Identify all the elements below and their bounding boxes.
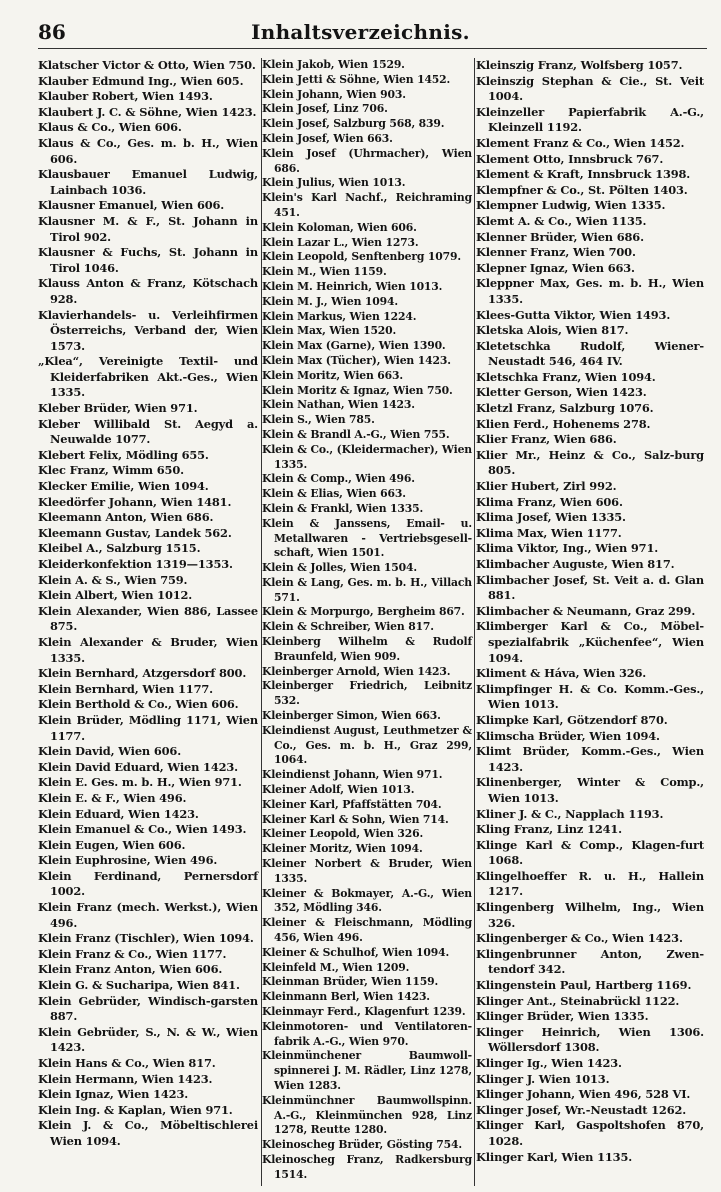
index-entry: Kleinmann Berl, Wien 1423. xyxy=(262,990,430,1004)
index-entry: Kleinberger Simon, Wien 663. xyxy=(262,709,441,723)
index-entry: Klein & Morpurgo, Bergheim 867. xyxy=(262,605,465,619)
index-entry: Kletschka Franz, Wien 1094. xyxy=(476,369,656,384)
index-entry: Klimpke Karl, Götzendorf 870. xyxy=(476,712,668,727)
index-entry: Klein's Karl Nachf., Reichraming 451. xyxy=(262,191,472,219)
index-entry: Klein & Elias, Wien 663. xyxy=(262,487,406,501)
index-entry: Klausner Emanuel, Wien 606. xyxy=(38,198,225,213)
index-entry: Klebert Felix, Mödling 655. xyxy=(38,447,209,462)
index-entry: Kleinmayr Ferd., Klagenfurt 1239. xyxy=(262,1005,466,1018)
index-entry: Klinger Ig., Wien 1423. xyxy=(476,1056,622,1070)
index-entry: Klein Franz & Co., Wien 1177. xyxy=(38,946,227,961)
index-entry: Klein S., Wien 785. xyxy=(262,413,375,427)
index-entry: Kletter Gerson, Wien 1423. xyxy=(476,385,647,400)
index-entry: Klec Franz, Wimm 650. xyxy=(38,463,184,478)
index-entry: Klein M. J., Wien 1094. xyxy=(262,294,398,308)
index-entry: Kleiner Moritz, Wien 1094. xyxy=(262,842,423,856)
index-column-2 xyxy=(262,58,472,1186)
index-entry: Klein & Comp., Wien 496. xyxy=(262,472,415,486)
index-entry: Klinenberger, Winter & Comp., Wien 1013. xyxy=(476,775,704,805)
index-entry: „Klea“, Vereinigte Textil- und Kleiderfabriken Akt.-Ges., Wien 1335. xyxy=(38,354,258,400)
index-entry: Klauber Robert, Wien 1493. xyxy=(38,89,213,104)
index-entry: Klima Josef, Wien 1335. xyxy=(476,510,626,525)
index-entry: Kleinmünchner Baumwollspinn. A.-G., Kleinmünchen 928, Linz 1278, Reutte 1280. xyxy=(262,1093,472,1137)
index-entry: Kleemann Gustav, Landek 562. xyxy=(38,525,232,540)
index-entry: Klein Leopold, Senftenberg 1079. xyxy=(262,250,461,264)
index-entry: Klier Franz, Wien 686. xyxy=(476,432,617,447)
index-entry: Klempner Ludwig, Wien 1335. xyxy=(476,198,666,213)
index-entry: Kletetschka Rudolf, Wiener-Neustadt 546, 464 IV. xyxy=(476,338,704,369)
index-entry: Klausner & Fuchs, St. Johann in Tirol 1046. xyxy=(38,245,258,275)
index-entry: Klement & Kraft, Innsbruck 1398. xyxy=(476,167,691,182)
index-entry: Kleppner Max, Ges. m. b. H., Wien 1335. xyxy=(476,276,704,306)
index-entry: Klein Josef, Wien 663. xyxy=(262,131,393,145)
index-entry: Klimpfinger H. & Co. Komm.-Ges., Wien 1013. xyxy=(476,681,704,712)
index-entry: Klein M., Wien 1159. xyxy=(262,265,387,279)
index-entry: Klein Moritz, Wien 663. xyxy=(262,368,404,382)
index-entry: Klimt Brüder, Komm.-Ges., Wien 1423. xyxy=(476,744,704,774)
index-entry: Klaus & Co., Ges. m. b. H., Wien 606. xyxy=(38,135,258,166)
index-entry: Klinger Ant., Steinabrückl 1122. xyxy=(476,993,680,1008)
index-entry: Klein Moritz & Ignaz, Wien 750. xyxy=(262,383,453,397)
index-entry: Klinge Karl & Comp., Klagen-furt 1068. xyxy=(476,837,704,868)
index-entry: Klier Mr., Heinz & Co., Salz-burg 805. xyxy=(476,447,704,478)
index-entry: Klien Ferd., Hohenems 278. xyxy=(476,416,651,431)
page-title: Inhaltsverzeichnis. xyxy=(251,20,470,44)
index-entry: Klein Lazar L., Wien 1273. xyxy=(262,235,419,249)
index-entry: Klenner Franz, Wien 700. xyxy=(476,245,636,260)
index-entry: Kleinberger Friedrich, Leibnitz 532. xyxy=(262,679,472,708)
index-entry: Klein & Brandl A.-G., Wien 755. xyxy=(262,427,450,441)
index-entry: Klein Gebrüder, S., N. & W., Wien 1423. xyxy=(38,1024,258,1055)
index-entry: Kleiner Leopold, Wien 326. xyxy=(262,827,424,841)
index-entry: Klement Franz & Co., Wien 1452. xyxy=(476,135,685,150)
index-entry: Klingelhoeffer R. u. H., Hallein 1217. xyxy=(476,868,704,899)
index-entry: Kleinfeld M., Wien 1209. xyxy=(262,960,410,974)
index-entry: Klein & Co., (Kleidermacher), Wien 1335. xyxy=(262,442,472,471)
index-entry: Klein Koloman, Wien 606. xyxy=(262,220,417,234)
index-entry: Klein & Lang, Ges. m. b. H., Villach 571. xyxy=(262,575,472,604)
index-entry: Klein Ing. & Kaplan, Wien 971. xyxy=(38,1102,233,1117)
index-entry: Klemt A. & Co., Wien 1135. xyxy=(476,213,647,228)
index-entry: Klatscher Victor & Otto, Wien 750. xyxy=(38,58,256,72)
index-entry: Klein & Jolles, Wien 1504. xyxy=(262,561,417,575)
index-entry: Klein Bernhard, Wien 1177. xyxy=(38,681,213,696)
index-entry: Klimbacher Josef, St. Veit a. d. Glan 881. xyxy=(476,572,704,603)
index-entry: Kleinberg Wilhelm & Rudolf Braunfeld, Wien 909. xyxy=(262,635,472,663)
index-entry: Klein Markus, Wien 1224. xyxy=(262,309,417,323)
index-entry: Klein David, Wien 606. xyxy=(38,744,182,759)
index-entry: Klein Alexander, Wien 886, Lassee 875. xyxy=(38,603,258,634)
index-entry: Klein Eugen, Wien 606. xyxy=(38,837,186,852)
index-entry: Kleedörfer Johann, Wien 1481. xyxy=(38,494,232,509)
index-entry: Kleiner Adolf, Wien 1013. xyxy=(262,783,415,797)
index-entry: Kleber Willibald St. Aegyd a. Neuwalde 1077. xyxy=(38,416,258,447)
index-entry: Kleinmotoren- und Ventilatoren-fabrik A.-G., Wien 970. xyxy=(262,1019,472,1048)
index-entry: Klein Julius, Wien 1013. xyxy=(262,176,406,190)
index-entry: Kleiner & Bokmayer, A.-G., Wien 352, Mödling 346. xyxy=(262,886,472,915)
index-entry: Klein E. Ges. m. b. H., Wien 971. xyxy=(38,775,242,790)
index-entry: Klein Berthold & Co., Wien 606. xyxy=(38,697,239,712)
index-entry: Klein Josef, Salzburg 568, 839. xyxy=(262,117,445,131)
index-entry: Kleinberger Arnold, Wien 1423. xyxy=(262,664,451,678)
index-entry: Klein Max (Garne), Wien 1390. xyxy=(262,339,446,353)
index-entry: Klein Hermann, Wien 1423. xyxy=(38,1071,213,1086)
index-entry: Klein Franz (mech. Werkst.), Wien 496. xyxy=(38,900,258,930)
index-entry: Klima Max, Wien 1177. xyxy=(476,525,622,540)
index-entry: Klein Josef, Linz 706. xyxy=(262,102,388,116)
index-entry: Kleinman Brüder, Wien 1159. xyxy=(262,975,439,989)
index-entry: Kleinszig Franz, Wolfsberg 1057. xyxy=(476,58,683,72)
index-entry: Klein & Frankl, Wien 1335. xyxy=(262,501,424,515)
index-entry: Klecker Emilie, Wien 1094. xyxy=(38,479,209,494)
index-entry: Klaus & Co., Wien 606. xyxy=(38,120,182,135)
index-entry: Kliner J. & C., Napplach 1193. xyxy=(476,806,664,821)
index-entry: Klempfner & Co., St. Pölten 1403. xyxy=(476,182,688,197)
index-entry: Klein M. Heinrich, Wien 1013. xyxy=(262,279,443,293)
index-entry: Klinger Josef, Wr.-Neustadt 1262. xyxy=(476,1102,687,1117)
index-entry: Kleindienst Johann, Wien 971. xyxy=(262,768,443,782)
index-entry: Kleinszig Stephan & Cie., St. Veit 1004. xyxy=(476,73,704,104)
index-entry: Kleindienst August, Leuthmetzer & Co., Ges. m. b. H., Graz 299, 1064. xyxy=(262,723,472,767)
index-entry: Klein Emanuel & Co., Wien 1493. xyxy=(38,822,247,837)
index-entry: Klein E. & F., Wien 496. xyxy=(38,790,187,805)
page-number: 86 xyxy=(38,20,66,44)
index-entry: Kleemann Anton, Wien 686. xyxy=(38,510,214,525)
index-entry: Klement Otto, Innsbruck 767. xyxy=(476,151,664,166)
index-entry: Klaubert J. C. & Söhne, Wien 1423. xyxy=(38,104,257,119)
index-entry: Kleiderkonfektion 1319—1353. xyxy=(38,557,233,571)
index-entry: Klingenbrunner Anton, Zwen-tendorf 342. xyxy=(476,946,704,977)
index-entry: Klepner Ignaz, Wien 663. xyxy=(476,260,635,275)
index-entry: Klinger Johann, Wien 496, 528 VI. xyxy=(476,1087,691,1102)
index-entry: Klimbacher Auguste, Wien 817. xyxy=(476,557,675,571)
index-entry: Klier Hubert, Zirl 992. xyxy=(476,479,617,494)
index-entry: Klein & Janssens, Email- u. Metallwaren - Vertriebsgesell-schaft, Wien 1501. xyxy=(262,516,472,560)
index-entry: Klinger Brüder, Wien 1335. xyxy=(476,1009,649,1024)
index-entry: Klimbacher & Neumann, Graz 299. xyxy=(476,603,696,618)
index-entry: Klinger Heinrich, Wien 1306. Wöllersdorf 1308. xyxy=(476,1024,704,1055)
index-entry: Klein Alexander & Bruder, Wien 1335. xyxy=(38,634,258,665)
index-entry: Klein Ferdinand, Pernersdorf 1002. xyxy=(38,868,258,899)
index-entry: Kleinzeller Papierfabrik A.-G., Kleinzell 1192. xyxy=(476,104,704,135)
index-entry: Kleinoscheg Franz, Radkersburg 1514. xyxy=(262,1152,472,1181)
index-entry: Klimscha Brüder, Wien 1094. xyxy=(476,728,660,743)
index-entry: Klein Jakob, Wien 1529. xyxy=(262,58,405,71)
index-entry: Klingenstein Paul, Hartberg 1169. xyxy=(476,978,692,993)
header-rule xyxy=(38,48,707,49)
index-column-1 xyxy=(38,58,258,1186)
index-entry: Klein Jetti & Söhne, Wien 1452. xyxy=(262,72,451,86)
index-entry: Kleibel A., Salzburg 1515. xyxy=(38,541,201,556)
index-entry: Kletzl Franz, Salzburg 1076. xyxy=(476,401,654,416)
index-entry: Kleber Brüder, Wien 971. xyxy=(38,401,198,416)
index-entry: Klavierhandels- u. Verleihfirmen Österreichs, Verband der, Wien 1573. xyxy=(38,307,258,353)
index-entry: Klenner Brüder, Wien 686. xyxy=(476,229,644,244)
index-entry: Klein Ignaz, Wien 1423. xyxy=(38,1087,189,1102)
index-entry: Klinger Karl, Wien 1135. xyxy=(476,1149,633,1164)
index-entry: Klingenberg Wilhelm, Ing., Wien 326. xyxy=(476,900,704,930)
index-entry: Klees-Gutta Viktor, Wien 1493. xyxy=(476,307,671,322)
index-entry: Klein G. & Sucharipa, Wien 841. xyxy=(38,978,240,993)
index-entry: Klein Max, Wien 1520. xyxy=(262,324,397,338)
index-entry: Kliment & Háva, Wien 326. xyxy=(476,666,647,681)
index-entry: Klimberger Karl & Co., Möbel-spezialfabrik „Küchenfee“, Wien 1094. xyxy=(476,619,704,665)
index-entry: Klein Franz (Tischler), Wien 1094. xyxy=(38,931,254,946)
index-entry: Klausbauer Emanuel Ludwig, Lainbach 1036. xyxy=(38,167,258,197)
index-entry: Klein J. & Co., Möbeltischlerei Wien 1094. xyxy=(38,1118,258,1148)
index-entry: Kling Franz, Linz 1241. xyxy=(476,822,622,837)
index-entry: Klein & Schreiber, Wien 817. xyxy=(262,620,434,634)
index-entry: Klingenberger & Co., Wien 1423. xyxy=(476,931,683,946)
index-entry: Klein A. & S., Wien 759. xyxy=(38,572,188,587)
index-entry: Kleiner & Fleischmann, Mödling 456, Wien 496. xyxy=(262,916,472,945)
index-entry: Kleinmünchener Baumwoll-spinnerei J. M. Rädler, Linz 1278, Wien 1283. xyxy=(262,1049,472,1092)
index-column-3 xyxy=(476,58,704,1186)
index-entry: Kleinoscheg Brüder, Gösting 754. xyxy=(262,1138,462,1152)
index-entry: Klein Brüder, Mödling 1171, Wien 1177. xyxy=(38,712,258,743)
index-entry: Klauber Edmund Ing., Wien 605. xyxy=(38,73,244,88)
index-entry: Klein Max (Tücher), Wien 1423. xyxy=(262,353,451,367)
index-columns xyxy=(38,58,704,1186)
index-entry: Klinger Karl, Gaspoltshofen 870, 1028. xyxy=(476,1118,704,1148)
index-entry: Klein Josef (Uhrmacher), Wien 686. xyxy=(262,146,472,175)
index-entry: Klein Euphrosine, Wien 496. xyxy=(38,853,218,868)
index-entry: Kleiner Karl, Pfaffstätten 704. xyxy=(262,797,442,811)
index-entry: Klein Bernhard, Atzgersdorf 800. xyxy=(38,666,247,681)
index-entry: Kleiner Karl & Sohn, Wien 714. xyxy=(262,812,449,826)
index-entry: Klein David Eduard, Wien 1423. xyxy=(38,759,238,774)
index-entry: Klein Albert, Wien 1012. xyxy=(38,588,193,603)
index-entry: Klauss Anton & Franz, Kötschach 928. xyxy=(38,276,258,306)
index-entry: Klima Franz, Wien 606. xyxy=(476,494,623,509)
index-entry: Kleiner Norbert & Bruder, Wien 1335. xyxy=(262,857,472,885)
index-entry: Kletska Alois, Wien 817. xyxy=(476,323,629,338)
index-entry: Klein Gebrüder, Windisch-garsten 887. xyxy=(38,993,258,1024)
index-entry: Kleiner & Schulhof, Wien 1094. xyxy=(262,945,450,959)
index-entry: Klinger J. Wien 1013. xyxy=(476,1071,610,1086)
index-entry: Klein Johann, Wien 903. xyxy=(262,87,406,101)
index-entry: Klein Hans & Co., Wien 817. xyxy=(38,1056,216,1070)
index-entry: Klein Franz Anton, Wien 606. xyxy=(38,962,223,977)
index-entry: Klein Nathan, Wien 1423. xyxy=(262,398,415,412)
index-entry: Klein Eduard, Wien 1423. xyxy=(38,806,199,821)
index-entry: Klausner M. & F., St. Johann in Tirol 902. xyxy=(38,213,258,244)
index-entry: Klima Viktor, Ing., Wien 971. xyxy=(476,541,659,556)
